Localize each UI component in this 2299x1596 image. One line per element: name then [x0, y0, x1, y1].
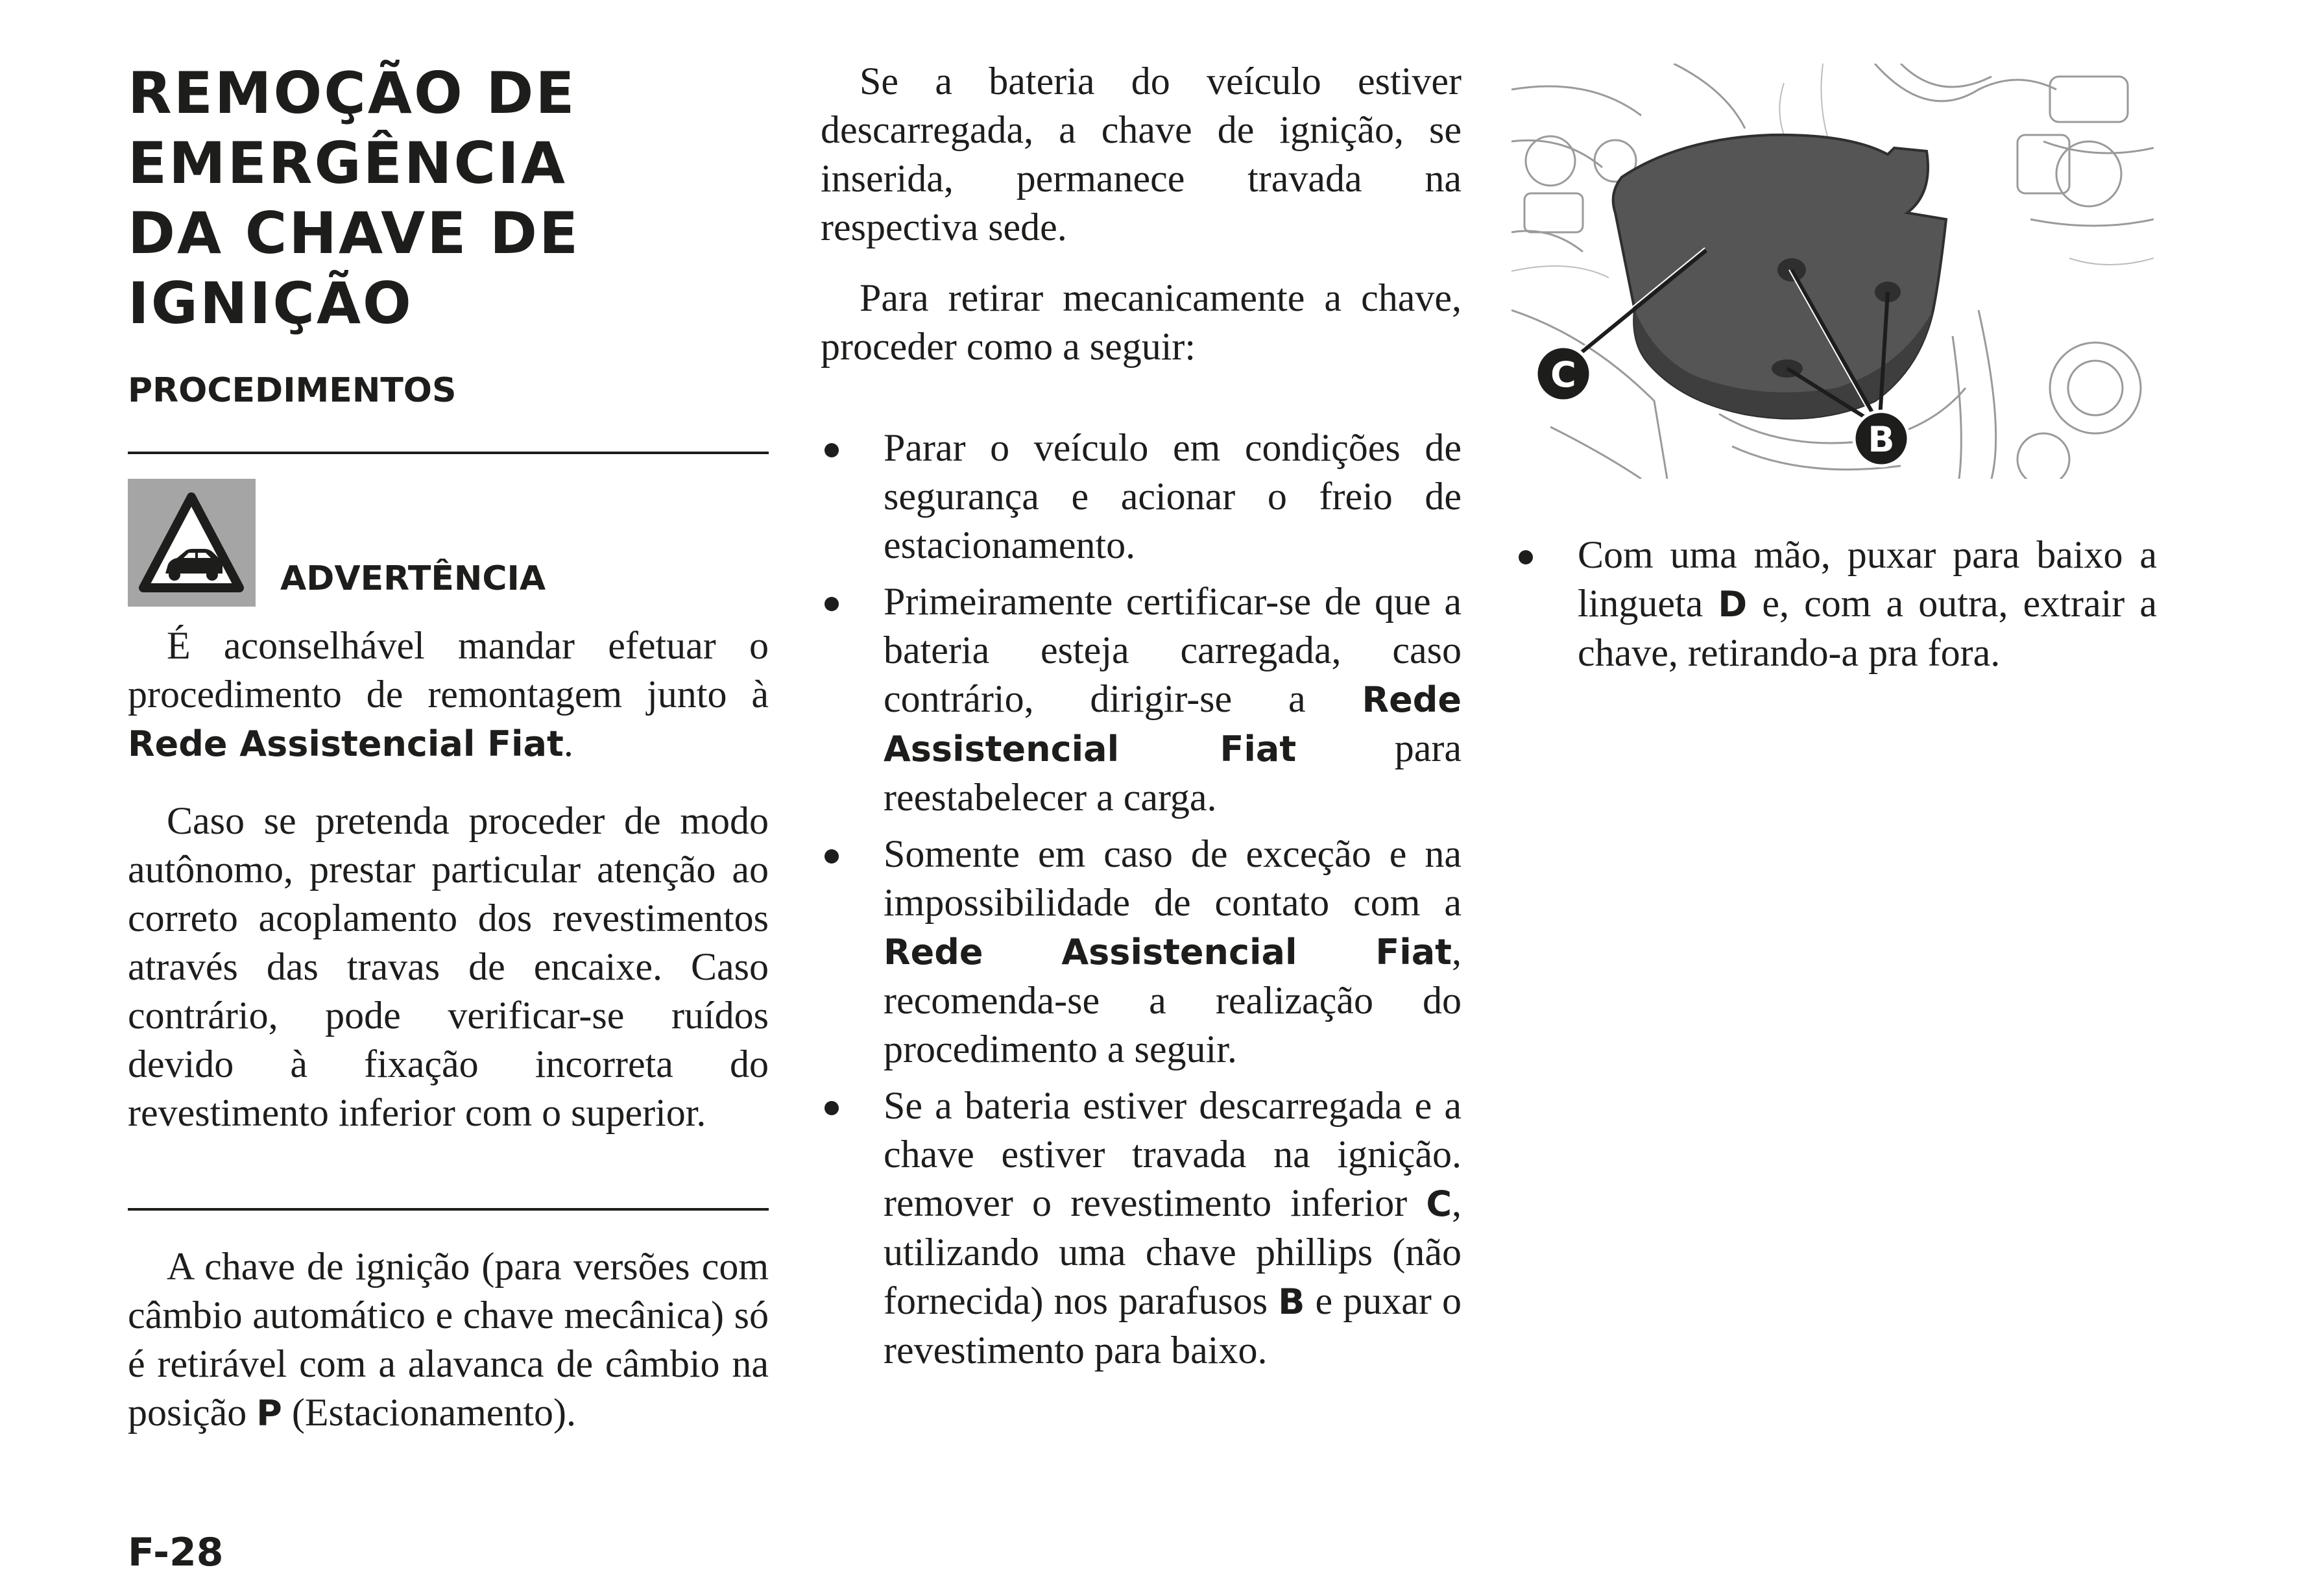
list-item-bold-2: B — [1278, 1281, 1305, 1322]
list-item-text-mid: , utilizando uma chave phillips (não fornecida) nos parafusos — [884, 1181, 1462, 1322]
ignition-para-bold: P — [256, 1393, 282, 1434]
list-item-text-end: , recomenda-se a realização do procedimento a seguir. — [884, 930, 1462, 1070]
list-item — [821, 424, 1462, 570]
divider-top — [128, 452, 769, 454]
page-number: F-28 — [128, 1530, 224, 1575]
warning-label: ADVERTÊNCIA — [280, 559, 546, 598]
list-item — [821, 1082, 1462, 1375]
list-item-text-end: e, com a outra, extrair a chave, retirando-a pra fora. — [1578, 582, 2157, 674]
list-item-text: Parar o veículo em condições de segurança e acionar o freio de estacionamento. — [884, 426, 1462, 566]
battery-paragraph: Se a bateria do veículo estiver descarregada, a chave de ignição, se inserida, permanece travada na respectiva sede. — [821, 60, 1462, 248]
list-item-text: Somente em caso de exceção e na impossibilidade de contato com a — [884, 832, 1462, 924]
ignition-para-end: (Estacionamento). — [282, 1391, 577, 1434]
list-item-text: Com uma mão, puxar para baixo a lingueta — [1578, 533, 2157, 625]
col3-list — [1515, 531, 2157, 685]
list-item-text-end: e puxar o revestimento para baixo. — [884, 1279, 1462, 1372]
list-item-text-end: para reestabelecer a carga. — [884, 727, 1462, 819]
bullet-icon — [1519, 550, 1533, 564]
list-item — [1515, 531, 2157, 677]
list-item-text: Primeiramente certificar-se de que a bateria esteja carregada, caso contrário, dirigir-se a — [884, 580, 1462, 720]
list-item-bold: Rede Assistencial Fiat — [884, 932, 1452, 973]
procedure-intro-paragraph: Para retirar mecanicamente a chave, proceder como a seguir: — [821, 276, 1462, 368]
section-subheading: PROCEDIMENTOS — [128, 371, 457, 410]
procedure-list — [821, 424, 1462, 1383]
list-item — [821, 830, 1462, 1074]
warning-triangle-car-icon — [128, 479, 256, 607]
page-title — [128, 58, 580, 339]
warning-p1-bold: Rede Assistencial Fiat — [128, 723, 564, 764]
list-item-text: Se a bateria estiver descarregada e a chave estiver travada na ignição. remover o revestimento inferior — [884, 1084, 1462, 1224]
callout-label-b: B — [1868, 419, 1895, 460]
title-line-4: IGNIÇÃO — [128, 270, 413, 337]
warning-paragraph-2: Caso se pretenda proceder de modo autônomo, prestar particular atenção ao correto acoplamento dos revestimentos através das travas de encaixe. Caso contrário, pode verificar-se ruídos devido à fixação incorreta do revestimento inferior com o superior. — [128, 799, 769, 1134]
title-line-3: DA CHAVE DE — [128, 200, 581, 267]
warning-paragraph-1 — [128, 622, 769, 768]
list-item-bold: C — [1426, 1183, 1452, 1224]
callout-label-c: C — [1550, 354, 1576, 395]
ignition-key-paragraph — [128, 1242, 769, 1438]
warning-p1-end: . — [563, 721, 573, 764]
warning-p1-text: É aconselhável mandar efetuar o procedimento de remontagem junto à — [128, 624, 769, 716]
title-line-2: EMERGÊNCIA — [128, 130, 567, 197]
list-item — [821, 577, 1462, 822]
ignition-para-text: A chave de ignição (para versões com câmbio automático e chave mecânica) só é retirável com a alavanca de câmbio na posição — [128, 1245, 769, 1434]
list-item-bold: D — [1718, 584, 1748, 625]
bullet-icon — [825, 597, 839, 611]
list-item-bold: Rede Assistencial Fiat — [884, 679, 1462, 769]
bullet-icon — [825, 1101, 839, 1115]
divider-bottom — [128, 1208, 769, 1211]
steering-column-figure — [1511, 64, 2154, 479]
bullet-icon — [825, 443, 839, 457]
title-line-1: REMOÇÃO DE — [128, 60, 577, 127]
bullet-icon — [825, 849, 839, 864]
